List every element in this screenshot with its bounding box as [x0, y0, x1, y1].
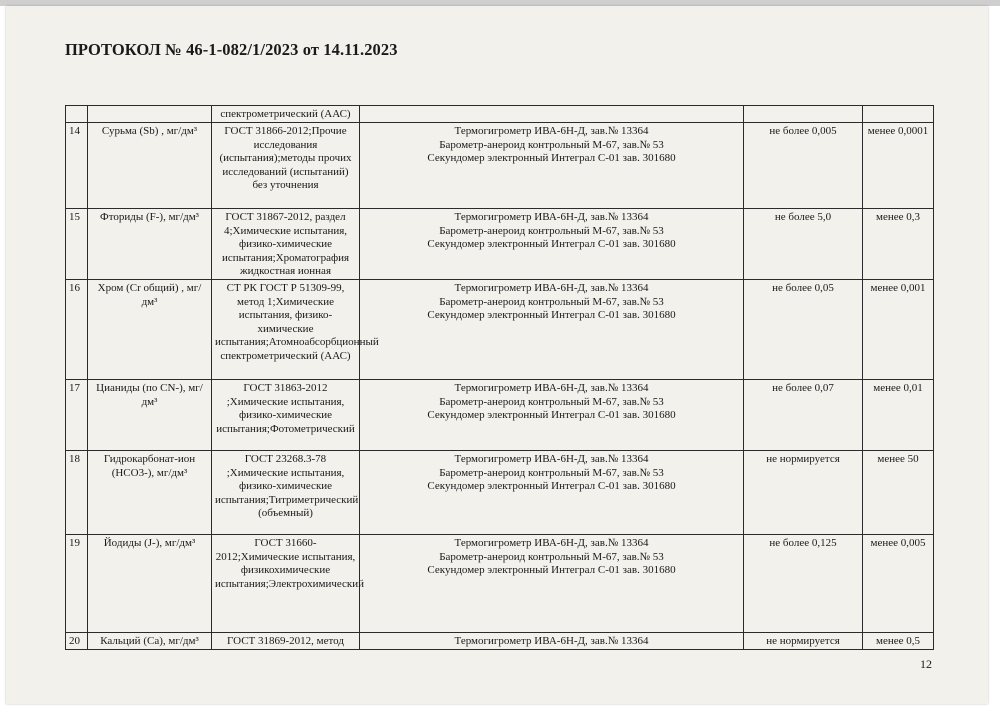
cell-name — [88, 106, 212, 123]
equipment-line: Термогигрометр ИВА-6Н-Д, зав.№ 13364 — [454, 635, 649, 647]
cell-result: менее 50 — [863, 451, 934, 535]
equipment-line: Термогигрометр ИВА-6Н-Д, зав.№ 13364 — [454, 537, 649, 549]
cell-equipment — [360, 280, 744, 380]
equipment-line: Барометр-анероид контрольный М-67, зав.№ 53 — [439, 550, 664, 563]
equipment-line: Барометр-анероид контрольный М-67, зав.№ 53 — [439, 466, 664, 479]
equipment-line: Барометр-анероид контрольный М-67, зав.№ 53 — [439, 224, 664, 237]
continuation-row — [66, 106, 934, 123]
cell-name: Цианиды (по CN-), мг/дм³ — [88, 380, 212, 451]
cell-method: спектрометрический (ААС) — [212, 106, 360, 123]
cell-method: ГОСТ 23268.3-78 ;Химические испытания, физико-химические испытания;Титриметрический (объемный) — [212, 451, 360, 535]
cell-result: менее 0,01 — [863, 380, 934, 451]
cell-num — [66, 106, 88, 123]
protocol-title: ПРОТОКОЛ № 46-1-082/1/2023 от 14.11.2023 — [65, 40, 398, 59]
cell-equipment — [360, 209, 744, 280]
table-row — [66, 380, 934, 451]
cell-method: ГОСТ 31660-2012;Химические испытания, физикохимические испытания;Электрохимический — [212, 535, 360, 633]
cell-name: Хром (Cr общий) , мг/дм³ — [88, 280, 212, 380]
cell-method: ГОСТ 31866-2012;Прочие исследования (испытания);методы прочих исследований (испытаний) без уточнения — [212, 123, 360, 209]
cell-norm: не более 0,05 — [744, 280, 863, 380]
equipment-line: Секундомер электронный Интеграл С-01 зав. 301680 — [427, 564, 676, 577]
equipment-line: Термогигрометр ИВА-6Н-Д, зав.№ 13364 — [454, 125, 649, 137]
table-row — [66, 535, 934, 633]
cell-equipment — [360, 380, 744, 451]
table-row — [66, 123, 934, 209]
table-row — [66, 280, 934, 380]
cell-equipment — [360, 535, 744, 633]
equipment-line: Барометр-анероид контрольный М-67, зав.№ 53 — [439, 395, 664, 408]
table-row — [66, 209, 934, 280]
equipment-line: Секундомер электронный Интеграл С-01 зав. 301680 — [427, 152, 676, 165]
page-number: 12 — [920, 657, 932, 671]
cell-num: 14 — [66, 123, 88, 209]
cell-num: 18 — [66, 451, 88, 535]
cell-name: Фториды (F-), мг/дм³ — [88, 209, 212, 280]
cell-name: Кальций (Са), мг/дм³ — [88, 633, 212, 650]
cell-norm: не более 5,0 — [744, 209, 863, 280]
cell-equipment — [360, 633, 744, 650]
equipment-line: Термогигрометр ИВА-6Н-Д, зав.№ 13364 — [454, 211, 649, 223]
cell-num: 20 — [66, 633, 88, 650]
equipment-line: Секундомер электронный Интеграл С-01 зав. 301680 — [427, 409, 676, 422]
table-row — [66, 451, 934, 535]
equipment-line: Секундомер электронный Интеграл С-01 зав. 301680 — [427, 309, 676, 322]
cell-result — [863, 106, 934, 123]
cell-result: менее 0,005 — [863, 535, 934, 633]
cell-norm: не более 0,125 — [744, 535, 863, 633]
cell-num: 15 — [66, 209, 88, 280]
cell-num: 17 — [66, 380, 88, 451]
equipment-line: Термогигрометр ИВА-6Н-Д, зав.№ 13364 — [454, 282, 649, 294]
cell-norm — [744, 106, 863, 123]
equipment-line: Термогигрометр ИВА-6Н-Д, зав.№ 13364 — [454, 453, 649, 465]
cell-norm: не более 0,07 — [744, 380, 863, 451]
cell-method: ГОСТ 31869-2012, метод — [212, 633, 360, 650]
cell-num: 19 — [66, 535, 88, 633]
equipment-line: Барометр-анероид контрольный М-67, зав.№ 53 — [439, 138, 664, 151]
cell-result: менее 0,5 — [863, 633, 934, 650]
equipment-line: Барометр-анероид контрольный М-67, зав.№ 53 — [439, 295, 664, 308]
cell-num: 16 — [66, 280, 88, 380]
cell-result: менее 0,001 — [863, 280, 934, 380]
cell-equipment — [360, 451, 744, 535]
equipment-line: Термогигрометр ИВА-6Н-Д, зав.№ 13364 — [454, 382, 649, 394]
cell-method: ГОСТ 31867-2012, раздел 4;Химические испытания, физико-химические испытания;Хроматография жидкостная ионная — [212, 209, 360, 280]
cell-method: СТ РК ГОСТ Р 51309-99, метод 1;Химические испытания, физико-химические испытания;Атомноабсорбционный спектрометрический (ААС) — [212, 280, 360, 380]
cell-norm: не нормируется — [744, 633, 863, 650]
cell-name: Гидрокарбонат-ион (НСО3-), мг/дм³ — [88, 451, 212, 535]
cell-norm: не более 0,005 — [744, 123, 863, 209]
cell-name: Йодиды (J-), мг/дм³ — [88, 535, 212, 633]
equipment-line: Секундомер электронный Интеграл С-01 зав. 301680 — [427, 238, 676, 251]
cell-result: менее 0,0001 — [863, 123, 934, 209]
results-table — [65, 105, 934, 650]
cell-equipment — [360, 123, 744, 209]
cell-name: Сурьма (Sb) , мг/дм³ — [88, 123, 212, 209]
cell-method: ГОСТ 31863-2012 ;Химические испытания, физико-химические испытания;Фотометрический — [212, 380, 360, 451]
cell-norm: не нормируется — [744, 451, 863, 535]
cell-result: менее 0,3 — [863, 209, 934, 280]
equipment-line: Секундомер электронный Интеграл С-01 зав. 301680 — [427, 480, 676, 493]
cell-equipment — [360, 106, 744, 123]
table-row — [66, 633, 934, 650]
